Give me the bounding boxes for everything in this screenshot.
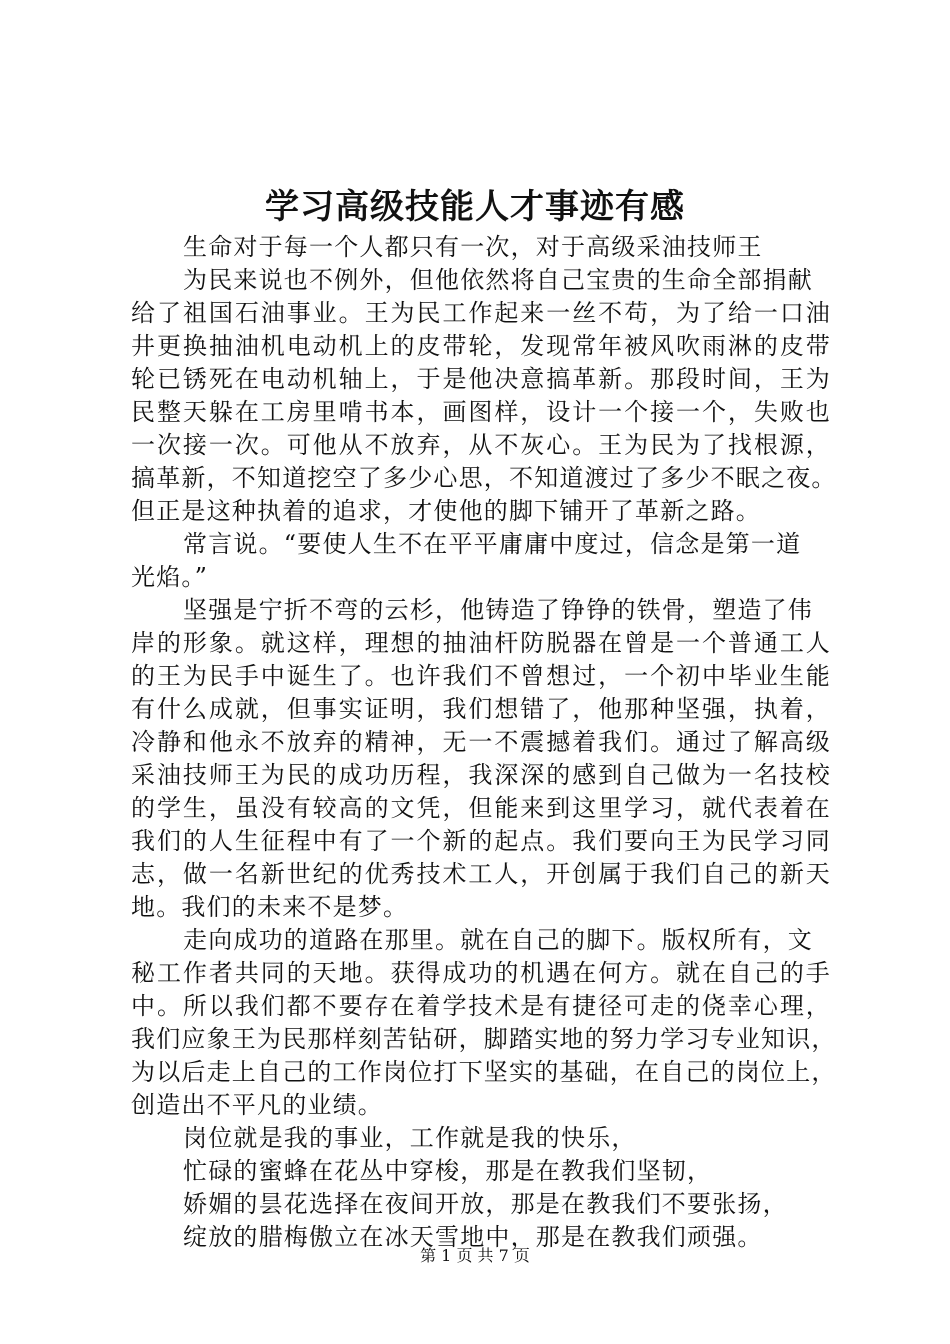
text-line: 一次接一次。可他从不放弃，从不灰心。王为民为了找根源， <box>131 431 831 459</box>
text-line: 常言说。“要使人生不在平平庸庸中度过，信念是第一道 <box>183 530 802 558</box>
text-line: 地。我们的未来不是梦。 <box>131 893 409 921</box>
paragraph <box>131 231 831 264</box>
paragraph <box>131 1188 831 1221</box>
text-line: 娇媚的昙花选择在夜间开放，那是在教我们不要张扬， <box>183 1190 788 1218</box>
text-line: 光焰。” <box>131 563 209 591</box>
text-line: 岸的形象。就这样，理想的抽油杆防脱器在曾是一个普通工人 <box>131 629 831 657</box>
text-line: 岗位就是我的事业，工作就是我的快乐， <box>183 1124 637 1152</box>
text-line: 为以后走上自己的工作岗位打下坚实的基础，在自己的岗位上， <box>131 1058 837 1086</box>
page-footer: 第 1 页 共 7 页 <box>420 1246 530 1265</box>
paragraph <box>131 924 837 1122</box>
paragraph <box>131 528 831 594</box>
text-line: 轮已锈死在电动机轴上，于是他决意搞革新。那段时间，王为 <box>131 365 831 393</box>
document-title: 学习高级技能人才事迹有感 <box>265 187 685 227</box>
text-line: 给了祖国石油事业。王为民工作起来一丝不苟，为了给一口油 <box>131 299 831 327</box>
text-line: 采油技师王为民的成功历程，我深深的感到自己做为一名技校 <box>131 761 831 789</box>
document-body <box>131 231 837 1254</box>
text-line: 搞革新，不知道挖空了多少心思，不知道渡过了多少不眠之夜。 <box>131 464 837 492</box>
text-line: 但正是这种执着的追求，才使他的脚下铺开了革新之路。 <box>131 497 761 525</box>
paragraph <box>131 594 831 924</box>
paragraph <box>131 1122 831 1155</box>
text-line: 我们应象王为民那样刻苦钻研，脚踏实地的努力学习专业知识， <box>131 1025 837 1053</box>
text-line: 绽放的腊梅傲立在冰天雪地中，那是在教我们顽强。 <box>183 1223 763 1251</box>
text-line: 中。所以我们都不要存在着学技术是有捷径可走的侥幸心理， <box>131 992 831 1020</box>
text-line: 为民来说也不例外，但他依然将自己宝贵的生命全部捐献 <box>183 266 813 294</box>
text-line: 民整天躲在工房里啃书本，画图样，设计一个接一个，失败也 <box>131 398 831 426</box>
paragraph <box>131 1155 831 1188</box>
text-line: 的学生，虽没有较高的文凭，但能来到这里学习，就代表着在 <box>131 794 831 822</box>
text-line: 井更换抽油机电动机上的皮带轮，发现常年被风吹雨淋的皮带 <box>131 332 831 360</box>
text-line: 坚强是宁折不弯的云杉，他铸造了铮铮的铁骨，塑造了伟 <box>183 596 813 624</box>
text-line: 志，做一名新世纪的优秀技术工人，开创属于我们自己的新天 <box>131 860 831 888</box>
text-line: 创造出不平凡的业绩。 <box>131 1091 383 1119</box>
text-line: 的王为民手中诞生了。也许我们不曾想过，一个初中毕业生能 <box>131 662 831 690</box>
text-line: 有什么成就，但事实证明，我们想错了，他那种坚强，执着， <box>131 695 831 723</box>
paragraph <box>131 264 837 528</box>
text-line: 忙碌的蜜蜂在花丛中穿梭，那是在教我们坚韧， <box>183 1157 713 1185</box>
text-line: 我们的人生征程中有了一个新的起点。我们要向王为民学习同 <box>131 827 831 855</box>
text-line: 走向成功的道路在那里。就在自己的脚下。版权所有，文 <box>183 926 813 954</box>
text-line: 冷静和他永不放弃的精神，无一不震撼着我们。通过了解高级 <box>131 728 831 756</box>
text-line: 生命对于每一个人都只有一次，对于高级采油技师王 <box>183 233 763 261</box>
text-line: 秘工作者共同的天地。获得成功的机遇在何方。就在自己的手 <box>131 959 831 987</box>
